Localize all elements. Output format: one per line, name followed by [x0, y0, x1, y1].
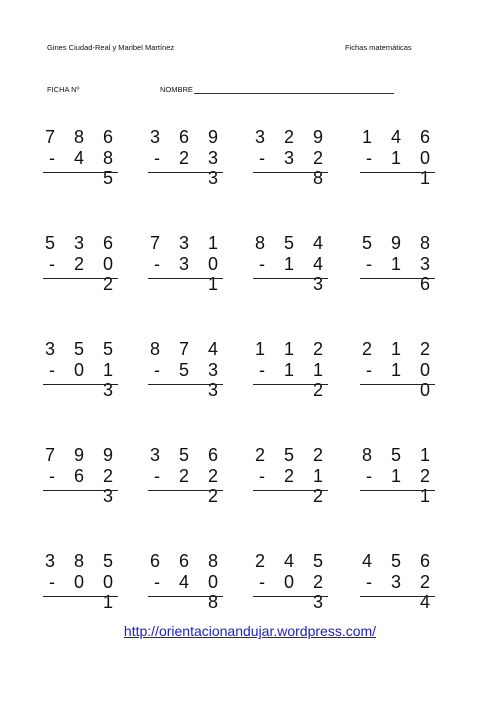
answer-line [43, 490, 118, 491]
minuend: 8 7 4 [149, 339, 225, 359]
nombre-field [160, 85, 394, 94]
footer-link[interactable]: http://orientacionandujar.wordpress.com/ [123, 623, 377, 639]
minuend: 7 3 1 [149, 233, 225, 253]
subtrahend: - 3 2 4 [365, 572, 437, 612]
minuend: 3 6 9 [149, 127, 225, 147]
answer-line [43, 278, 118, 279]
subtraction-problem [40, 127, 120, 188]
subtrahend: - 3 0 1 [153, 254, 225, 294]
minuend: 4 5 6 [361, 551, 437, 571]
answer-line [253, 172, 328, 173]
minuend: 3 8 5 [44, 551, 120, 571]
subtraction-problem [250, 551, 330, 612]
subtrahend: - 6 2 3 [48, 466, 120, 506]
answer-line [253, 596, 328, 597]
subtraction-problem [145, 551, 225, 612]
subtrahend: - 2 3 3 [153, 148, 225, 188]
minuend: 5 3 6 [44, 233, 120, 253]
answer-line [360, 384, 435, 385]
subtrahend: - 2 0 2 [48, 254, 120, 294]
nombre-label: NOMBRE [160, 85, 193, 94]
subtraction-problem [40, 233, 120, 294]
answer-line [253, 384, 328, 385]
minuend: 1 4 6 [361, 127, 437, 147]
subtraction-problem [357, 445, 437, 506]
answer-line [360, 172, 435, 173]
subtrahend: - 1 0 1 [365, 148, 437, 188]
subtraction-problem [40, 551, 120, 612]
subtrahend: - 4 8 5 [48, 148, 120, 188]
answer-line [148, 596, 223, 597]
ficha-label: FICHA Nº [47, 85, 80, 94]
subtrahend: - 4 0 8 [153, 572, 225, 612]
subtrahend: - 3 2 8 [258, 148, 330, 188]
subtraction-problem [357, 233, 437, 294]
nombre-blank-line [194, 85, 394, 94]
answer-line [148, 278, 223, 279]
answer-line [148, 384, 223, 385]
minuend: 2 1 2 [361, 339, 437, 359]
minuend: 2 5 2 [254, 445, 330, 465]
minuend: 3 2 9 [254, 127, 330, 147]
answer-line [43, 596, 118, 597]
subtrahend: - 1 2 1 [365, 466, 437, 506]
subtrahend: - 1 1 2 [258, 360, 330, 400]
minuend: 5 9 8 [361, 233, 437, 253]
subtraction-problem [40, 339, 120, 400]
subtraction-problem [145, 233, 225, 294]
subtraction-problem [357, 339, 437, 400]
subtrahend: - 2 2 2 [153, 466, 225, 506]
answer-line [360, 490, 435, 491]
subtraction-problem [145, 339, 225, 400]
minuend: 3 5 6 [149, 445, 225, 465]
subtraction-problem [250, 445, 330, 506]
authors-text: Gines Ciudad-Real y Maribel Martínez [47, 43, 175, 52]
subtraction-problem [250, 127, 330, 188]
answer-line [148, 172, 223, 173]
subtraction-problem [250, 339, 330, 400]
subtraction-problem [250, 233, 330, 294]
subtrahend: - 0 2 3 [258, 572, 330, 612]
minuend: 8 5 1 [361, 445, 437, 465]
minuend: 1 1 2 [254, 339, 330, 359]
subtraction-problem [357, 127, 437, 188]
subtraction-problem [40, 445, 120, 506]
answer-line [360, 596, 435, 597]
answer-line [43, 384, 118, 385]
answer-line [253, 278, 328, 279]
minuend: 8 5 4 [254, 233, 330, 253]
minuend: 7 8 6 [44, 127, 120, 147]
subject-text: Fichas matemáticas [345, 43, 412, 52]
answer-line [148, 490, 223, 491]
subtrahend: - 2 1 2 [258, 466, 330, 506]
answer-line [43, 172, 118, 173]
subtrahend: - 1 4 3 [258, 254, 330, 294]
subtrahend: - 1 0 0 [365, 360, 437, 400]
minuend: 7 9 9 [44, 445, 120, 465]
minuend: 2 4 5 [254, 551, 330, 571]
subtraction-problem [145, 445, 225, 506]
subtrahend: - 1 3 6 [365, 254, 437, 294]
answer-line [253, 490, 328, 491]
answer-line [360, 278, 435, 279]
subtrahend: - 5 3 3 [153, 360, 225, 400]
subtraction-problem [357, 551, 437, 612]
subtraction-problem [145, 127, 225, 188]
minuend: 6 6 8 [149, 551, 225, 571]
subtrahend: - 0 0 1 [48, 572, 120, 612]
subtrahend: - 0 1 3 [48, 360, 120, 400]
minuend: 3 5 5 [44, 339, 120, 359]
